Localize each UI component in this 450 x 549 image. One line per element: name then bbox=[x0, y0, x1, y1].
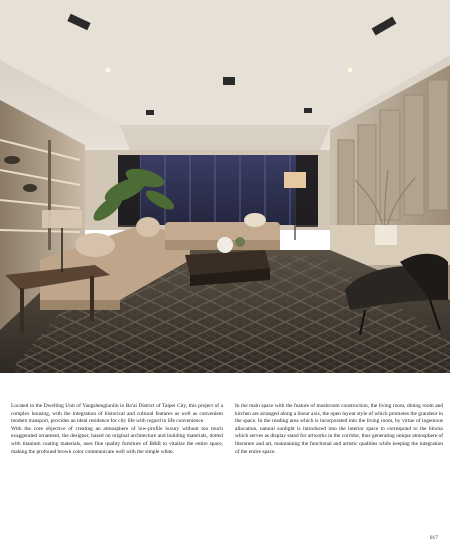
article-paragraph: Located in the Dwelling Unit of Yangshengiunlin in Bo'ai District of Taipei City, this project of a complex housing, with the integration of historical and cultural features as well as convenient modern transport, provides an ideal residence for city life with regard to life convenience. bbox=[11, 403, 223, 425]
floor-lamp bbox=[284, 172, 306, 188]
article-column-left bbox=[11, 403, 223, 456]
ceiling-light-icon bbox=[146, 110, 154, 115]
ceiling-light-icon bbox=[223, 77, 235, 85]
ceiling-light-icon bbox=[304, 108, 312, 113]
article-paragraph: In the main space with the feature of mushroom construction, the living room, dining room and kitchen are arranged along a linear axis, the open layout style of which promotes the grandeur in the space. In the reading area which is incorporated into the living room, by virtue of ingenious allocation, natural sunlight is introduced into the interior space to correspond to the blocks which serves as display stand for artworks in the corridor, thus generating unique atmosphere of literature and art, maintaining the functional and artistic qualities while keeping the integration of the entire space. bbox=[235, 403, 443, 455]
article-column-right bbox=[235, 403, 443, 456]
article-paragraph: With the core objective of creating an atmosphere of low-profile luxury without too much exaggerated ornament, the designer, based on original architecture and building materials, dotted with titanium coating materials, uses fine quality furniture of B&B to vitalize the entire space, making the profound brown color communicate well with the simple white. bbox=[11, 425, 223, 455]
page-number: 017 bbox=[429, 535, 438, 541]
window bbox=[118, 155, 318, 225]
